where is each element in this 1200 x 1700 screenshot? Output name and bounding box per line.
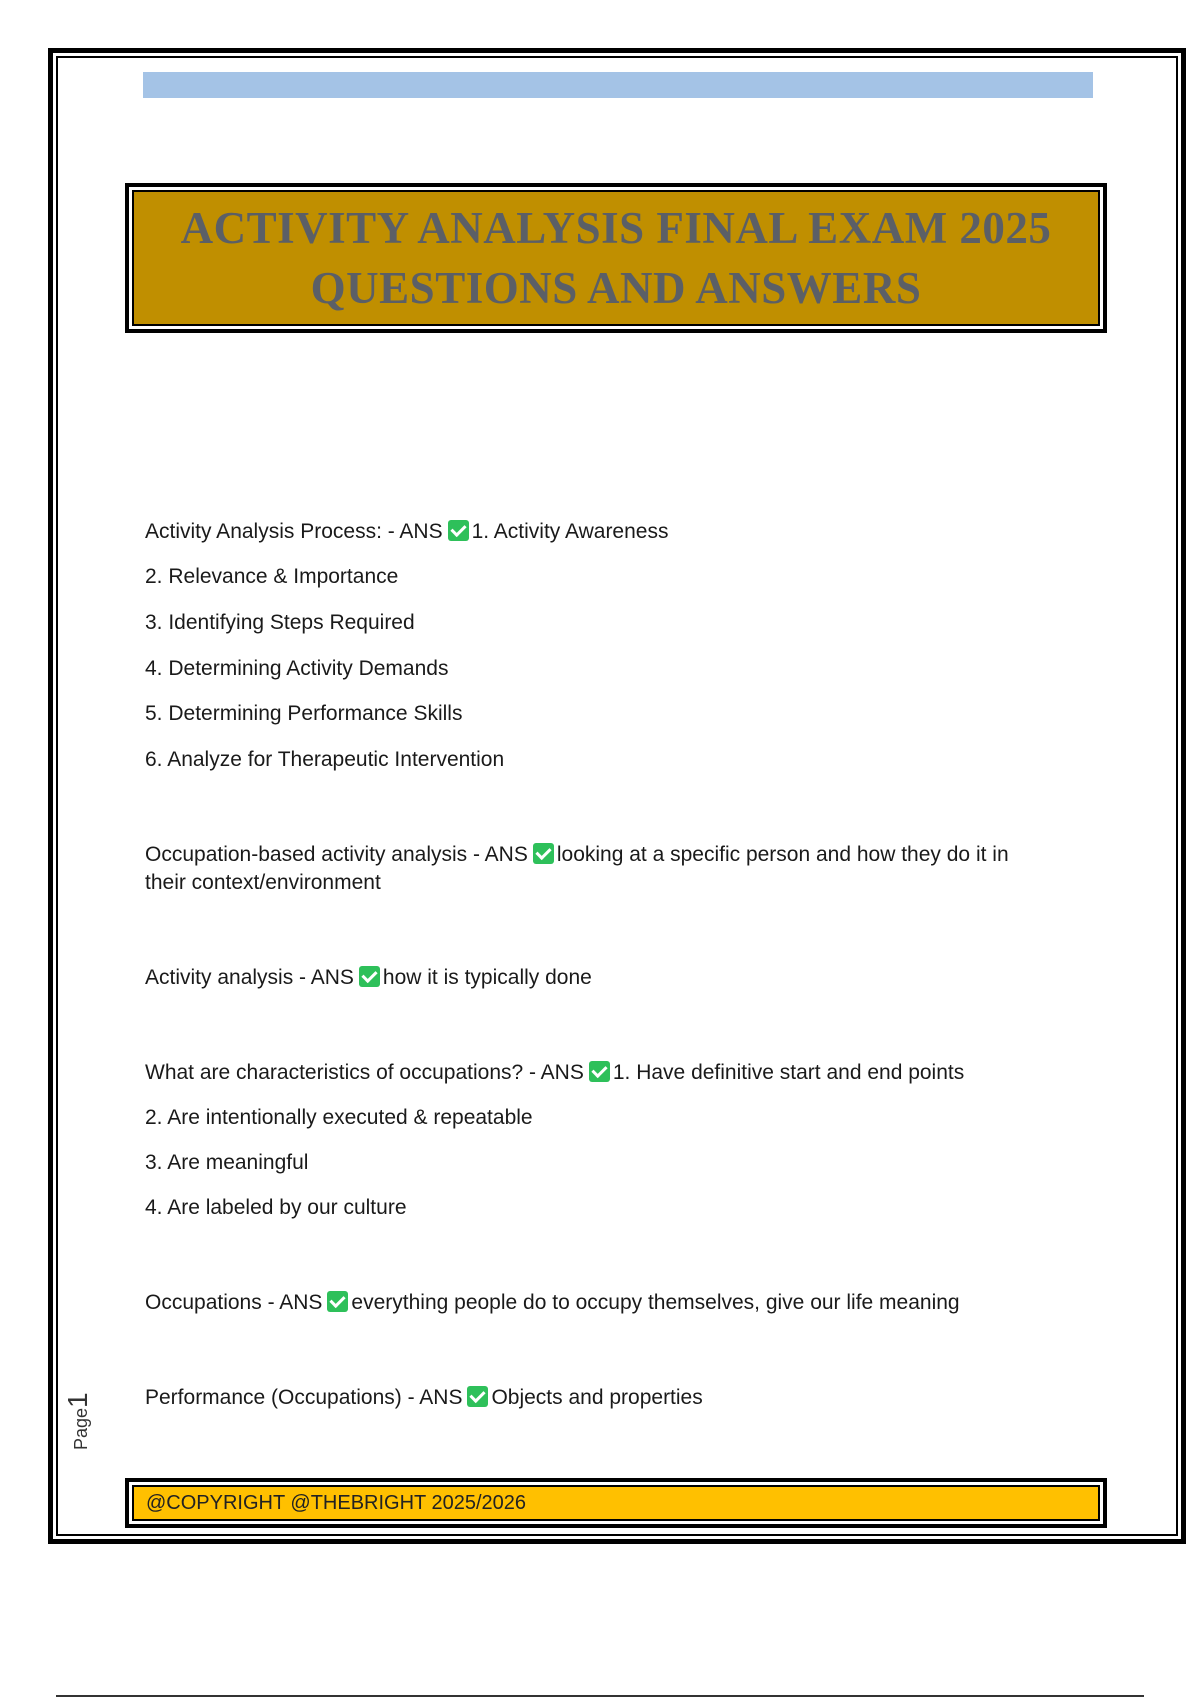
qa-question: Occupations - ANS bbox=[145, 1291, 323, 1314]
qa-answer: how it is typically done bbox=[382, 966, 592, 989]
copyright-text: @COPYRIGHT @THEBRIGHT 2025/2026 bbox=[146, 1491, 526, 1514]
qa-item bbox=[145, 964, 1085, 992]
title-box bbox=[125, 183, 1107, 333]
qa-question-line bbox=[145, 1059, 1085, 1087]
document-title-line-1: ACTIVITY ANALYSIS FINAL EXAM 2025 bbox=[180, 203, 1052, 253]
qa-question: What are characteristics of occupations? - ANS bbox=[145, 1061, 584, 1084]
qa-answer-line: 6. Analyze for Therapeutic Intervention bbox=[145, 748, 505, 771]
qa-question-line bbox=[145, 1289, 1085, 1317]
qa-item bbox=[145, 518, 1085, 774]
check-box-icon bbox=[359, 966, 380, 987]
header-color-bar bbox=[143, 72, 1093, 98]
qa-answer-line: 2. Relevance & Importance bbox=[145, 565, 399, 588]
check-box-icon bbox=[533, 843, 554, 864]
qa-answer-line: 4. Are labeled by our culture bbox=[145, 1196, 407, 1219]
qa-answer-line: 3. Identifying Steps Required bbox=[145, 611, 415, 634]
qa-answer: Objects and properties bbox=[491, 1386, 703, 1409]
qa-answer: everything people do to occupy themselves, give our life meaning bbox=[351, 1291, 960, 1314]
qa-item bbox=[145, 841, 1085, 897]
qa-item bbox=[145, 1059, 1085, 1222]
qa-question-line bbox=[145, 841, 1085, 869]
qa-item bbox=[145, 1289, 1085, 1317]
qa-question: Occupation-based activity analysis - ANS bbox=[145, 843, 528, 866]
page-label-text: Page bbox=[71, 1407, 91, 1450]
qa-answer: 1. Activity Awareness bbox=[471, 520, 669, 543]
qa-question: Performance (Occupations) - ANS bbox=[145, 1386, 463, 1409]
document-title-line-2: QUESTIONS AND ANSWERS bbox=[310, 263, 922, 313]
qa-answer-line: 4. Determining Activity Demands bbox=[145, 657, 449, 680]
qa-answer-line: 2. Are intentionally executed & repeatable bbox=[145, 1106, 533, 1129]
qa-content bbox=[145, 518, 1085, 1412]
qa-question-line bbox=[145, 518, 1085, 546]
check-box-icon bbox=[589, 1061, 610, 1082]
qa-item bbox=[145, 1384, 1085, 1412]
qa-answer: 1. Have definitive start and end points bbox=[612, 1061, 965, 1084]
qa-answer-line: 3. Are meaningful bbox=[145, 1151, 309, 1174]
qa-answer-line: their context/environment bbox=[145, 871, 381, 894]
qa-question-line bbox=[145, 1384, 1085, 1412]
qa-answer-line: 5. Determining Performance Skills bbox=[145, 702, 463, 725]
footer-box bbox=[125, 1478, 1107, 1528]
footer-banner bbox=[132, 1485, 1100, 1521]
bottom-divider bbox=[56, 1695, 1144, 1697]
check-box-icon bbox=[448, 520, 469, 541]
check-box-icon bbox=[327, 1291, 348, 1312]
check-box-icon bbox=[467, 1386, 488, 1407]
qa-question-line bbox=[145, 964, 1085, 992]
qa-question: Activity Analysis Process: - ANS bbox=[145, 520, 443, 543]
title-banner bbox=[132, 190, 1100, 326]
qa-question: Activity analysis - ANS bbox=[145, 966, 354, 989]
page-number: 1 bbox=[62, 1392, 93, 1408]
qa-answer: looking at a specific person and how they do it in bbox=[556, 843, 1009, 866]
page-number-label bbox=[62, 1380, 98, 1450]
